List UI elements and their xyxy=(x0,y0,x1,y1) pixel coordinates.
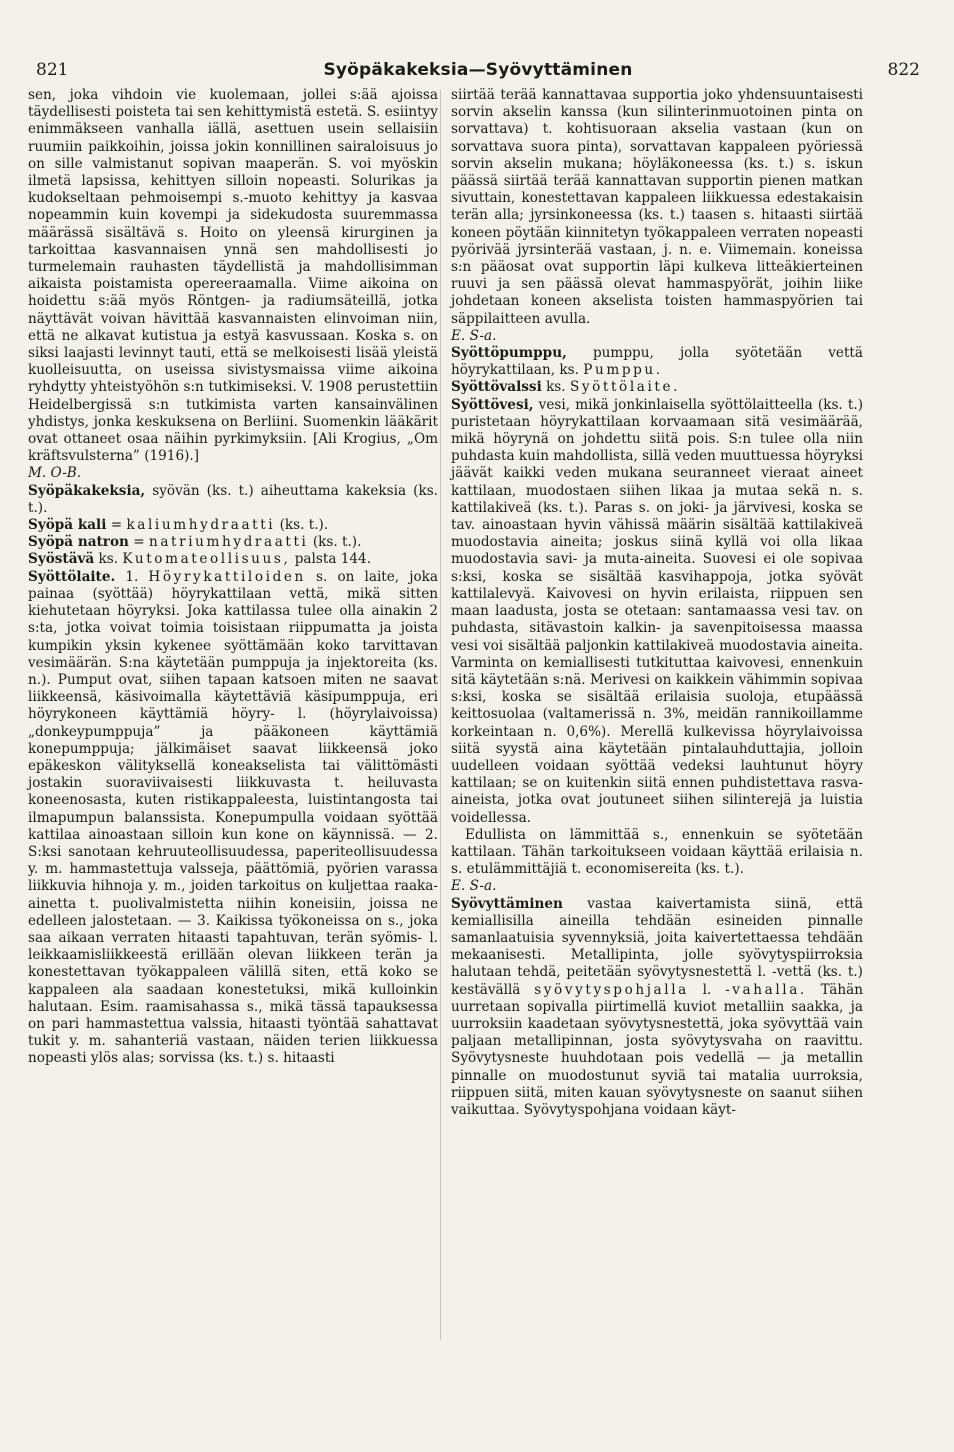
spaced-term: Höyrykattiloiden xyxy=(148,568,306,585)
author-signature: E. S-a. xyxy=(451,327,497,344)
dictionary-entry xyxy=(28,534,438,551)
right-column xyxy=(451,87,863,1119)
text-paragraph: Edullista on lämmittää s., ennenkuin se syötetään kattilaan. Tähän tarkoitukseen voidaan käyttää erilaisia n. s. etulämmittäjiä t. economisereita (ks. t.). xyxy=(451,826,863,878)
entry-text: pumppu, jolla syötetään vettä höyrykattilaan, ks. xyxy=(451,345,863,379)
page-number-left: 821 xyxy=(36,60,69,80)
spaced-term: -vahalla. xyxy=(725,981,807,998)
entry-headword: Syövyttäminen xyxy=(451,895,563,912)
left-column xyxy=(28,87,438,1068)
page-header xyxy=(30,60,926,84)
dictionary-entry xyxy=(451,896,863,1120)
dictionary-entry xyxy=(28,517,438,534)
text-paragraph: siirtää terää kannattavaa supportia joko yhdensuuntaisesti sorvin akselin kanssa (kun silinterinmuotoinen pinta on sorvattava) t. kohtisuoraan akselia vastaan (kun on sorvattava suora pinta), sorvattavan kappaleen pyöriessä sorvin akselin mukana; höyläkoneessa (ks. t.) s. iskun päässä siirtää terää kannattavan supportin pienen matkan sivuttain, konestettavan kappaleen liikkuessa edestakaisin terän alla; jyrsinkoneessa (ks. t.) taasen s. hitaasti siirtää koneen pöytään kiinnitetyn työkappaleen verraten nopeasti pyörivää jyrsinterää vastaan, j. n. e. Viimemain. koneissa s:n pääosat ovat supportin läpi kulkeva litteäkierteinen ruuvi ja sen päässä olevat hammaspyörät, joihin liike johdetaan koneen akselista toisten hammaspyörien tai säppilaitteen avulla. xyxy=(451,87,863,327)
entry-text: = xyxy=(128,534,149,551)
entry-text: vastaa kaivertamista siinä, että kemiallisilla aineilla tehdään esineiden pinnalle samanlaatuisia syvennyksiä, joita kaivertettaessa tehdään mekaanisesti. Metallipinta, jolle syövytyspiirroksia halutaan tehdä, peitetään syövytysnestettä l. -vettä (ks. t.) kestävällä xyxy=(451,895,863,998)
cross-reference: Syöttölaite. xyxy=(569,379,681,396)
cross-reference: natriumhydraatti xyxy=(148,534,309,551)
entry-headword: Syöpä kali xyxy=(28,517,107,534)
cross-reference: Kutomateollisuus, xyxy=(122,551,291,568)
text-paragraph: sen, joka vihdoin vie kuolemaan, jollei s:ää ajoissa täydellisesti poisteta tai sen kehittymistä estetä. S. esiintyy enimmäkseen vanhalla iällä, asettuen usein sellaisiin ruumiin paikkoihin, joissa jokin konnillinen sairaloisuus jo on sille valmistanut sopivan maaperän. S. voi myöskin ilmetä lapsissa, kehittyen silloin nopeasti. Solurikas ja kudokseltaan pehmoisempi s.-muoto kehittyy ja kasvaa nopeammin kuin kovempi ja sidekudosta suuremmassa määrässä sisältävä s. Hoito on yleensä kirurginen ja tarkoittaa kasvannaisen ynnä sen mahdollisesti jo turmelemain rauhasten täydellistä ja mahdollisimman aikaista poistamista opereeraamalla. Viime aikoina on hoidettu s:ää myös Röntgen- ja radiumsäteillä, jotka näyttävät voivan hävittää kasvannaisten elinvoiman niin, että ne alkavat kutistua ja estyä kasvussaan. Koska s. on siksi laajasti levinnyt tauti, että se melkoisesti lisää yleistä kuolleisuutta, on useissa sivistysmaissa viime aikoina ryhdytty yhteistyöhön s:n tutkimiseksi. V. 1908 perustettiin Heidelbergissä s:n tutkimista varten kansainvälinen yhdistys, jonka keskuksena on Berliini. Suomenkin lääkärit ovat ottaneet osaa näihin pyrkimyksiin. [Ali Krogius, „Om kräftsvulsterna” (1916).] xyxy=(28,87,438,465)
entry-text: = xyxy=(106,517,127,534)
dictionary-entry xyxy=(451,345,863,379)
entry-headword: Syöttövesi, xyxy=(451,396,534,413)
entry-text: 1. xyxy=(115,568,149,585)
entry-text: palsta 144. xyxy=(290,551,372,568)
dictionary-entry xyxy=(28,569,438,1068)
running-title: Syöpäkakeksia—Syövyttäminen xyxy=(323,60,633,80)
entry-headword: Syöttöpumppu, xyxy=(451,345,567,362)
dictionary-entry xyxy=(451,379,863,396)
dictionary-entry xyxy=(28,551,438,568)
entry-headword: Syöttövalssi xyxy=(451,379,542,396)
spaced-term: syövytyspohjalla xyxy=(534,981,689,998)
entry-text: ks. xyxy=(94,551,123,568)
dictionary-entry xyxy=(28,483,438,517)
entry-text: vesi, mikä jonkinlaisella syöttölaitteella (ks. t.) puristetaan höyrykattilaan korvaamaan sitä vesimäärää, mikä höyrynä on johdettu siitä pois. S:n tulee olla niin puhdasta kuin mahdollista, sillä veden muuttuessa höyryksi jäävät kaikki veden mukana seuranneet vieraat aineet kattilaan, muodostaen siihen likaa ja mutaa sekä n. s. kattilakiveä (ks. t.). Paras s. on joki- ja järvivesi, koska se tav. ainoastaan hyvin vähissä määrin sisältää kattilakiveä muodostavia aineita; joskus siinä kyllä voi olla likaa muodostavia savi- ja muta-aineita. Suovesi ei ole sopivaa s:ksi, koska se sisältää kasvihappoja, jotka syövät kattilalevyä. Kaivovesi on hyvin erilaista, riippuen sen maan laadusta, josta se otetaan: santamaassa vesi tav. on puhdasta, sitävastoin kalkin- ja savenpitoisessa maassa vesi voi sisältää paljonkin kattilakiveä muodostavia aineita. Varminta on kemiallisesti tutkituttaa kaivovesi, ennenkuin sitä käytetään s:nä. Merivesi on kaikkein vähimmin sopivaa s:ksi, koska se sisältää erilaisia suoloja, etupäässä keittosuolaa (valtamerissä n. 3%, meidän rannikoillamme korkeintaan n. 0,6%). Merellä kulkevissa höyrylaivoissa siitä syystä aina käytetään pintalauhduttajia, jolloin uudelleen voidaan syöttää vedeksi lauhtunut höyry kattilaan; se on kuitenkin siitä ennen puhdistettava rasva-aineista, jotka ovat joutuneet siihen silinterejä ja luistia voidellessa. xyxy=(451,396,864,826)
cross-reference: kaliumhydraatti xyxy=(126,517,276,534)
entry-headword: Syöstävä xyxy=(28,551,95,568)
column-divider xyxy=(440,90,441,1340)
author-signature: E. S-a. xyxy=(451,878,497,895)
entry-headword: Syöpäkakeksia, xyxy=(28,482,146,499)
entry-text: Tähän uurretaan sopivalla piirtimellä kuviot metalliin saakka, ja uurroksiin kaadetaan syövytysnestettä, joka syövyttää vain paljaan metallipinnan, josta syövytysvaha on raavittu. Syövytysneste huuhdotaan pois vedellä — ja metallin pinnalle on muodostunut syviä tai matalia uurroksia, riippuen siitä, miten kauan syövytysneste on saanut siihen vaikuttaa. Syövytyspohjana voidaan käyt- xyxy=(451,981,864,1118)
dictionary-entry xyxy=(451,397,863,827)
entry-headword: Syöpä natron xyxy=(28,534,129,551)
entry-text: syövän (ks. t.) aiheuttama kakeksia (ks. t.). xyxy=(28,482,438,516)
entry-text: (ks. t.). xyxy=(275,517,329,534)
cross-reference: Pumppu. xyxy=(583,362,663,379)
author-signature: M. O-B. xyxy=(28,465,82,482)
page-number-right: 822 xyxy=(887,60,920,80)
entry-text: (ks. t.). xyxy=(308,534,362,551)
entry-text: l. xyxy=(688,981,726,998)
entry-headword: Syöttölaite. xyxy=(28,568,116,585)
entry-text: s. on laite, joka painaa (syöttää) höyrykattilaan vettä, mikä sitten kiehutetaan höyryksi. Joka kattilassa tulee olla ainakin 2 s:ta, jotka voivat toimia toisistaan riippumatta ja joista kumpikin yksin kykenee syöttämään koko tarvittavan vesimäärän. S:na käytetään pumppuja ja injektoreita (ks. n.). Pumput ovat, siihen tapaan katsoen miten ne saavat liikkeensä, käsivoimalla käytettäviä käsipumppuja, eri höyrykoneen käyttämiä höyry- l. (höyrylaivoissa) „donkeypumppuja” ja pääkoneen käyttämiä konepumppuja; jälkimäiset saavat liikkeensä joko epäkeskon välityksellä koneakselista tai välittömästi jostakin suoraviivaisesti liikkuvasta t. heiluvasta koneenosasta, kuten ristikappaleesta, luistintangosta tai ilmapumpun balanssista. Konepumpulla voidaan syöttää kattilaa ainoastaan silloin kun kone on käynnissä. — 2. S:ksi sanotaan kehruuteollisuudessa, paperiteollisuudessa y. m. hammastettuja valsseja, päättömiä, pyörien varassa liikkuvia hihnoja y. m., joiden tarkoitus on kuljettaa raaka-ainetta t. puolivalmistetta niihin koneisiin, joissa ne edelleen jalostetaan. — 3. Kaikissa työkoneissa on s., joka saa aikaan verraten hitaasti tapahtuvan, terän syömis- l. leikkaamisliikkeestä erillään olevan liikkeen terän ja konestettavan työkappaleen välillä siten, että koko se kappaleen ala saadaan konestetuksi, mikä kulloinkin halutaan. Esim. raamisahassa s., mikä tässä tapauksessa on pari hammastettua valssia, hitaasti työntää sahattavat tukit y. m. sahanteriä vastaan, näiden terien liikkuessa nopeasti ylös alas; sorvissa (ks. t.) s. hitaasti xyxy=(28,568,438,1067)
entry-text: ks. xyxy=(541,379,570,396)
